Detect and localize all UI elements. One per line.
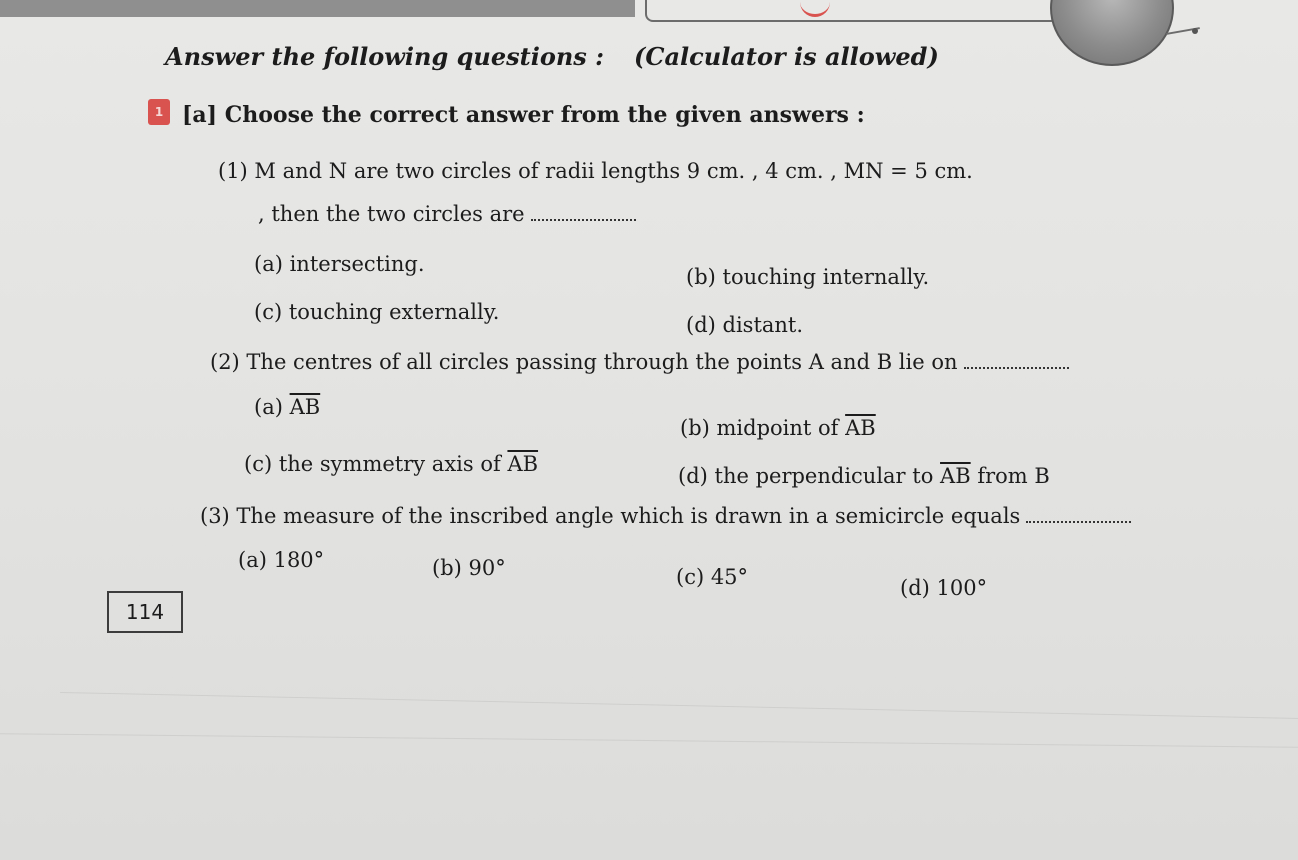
faint-background-line: [60, 692, 1298, 719]
page-number: 114: [107, 591, 183, 633]
q1-option-d[interactable]: (d) distant.: [686, 313, 804, 337]
q3-answer-blank[interactable]: [1026, 521, 1131, 523]
part-a-title: [a] Choose the correct answer from the given answers :: [182, 102, 865, 128]
heading-main: Answer the following questions :: [165, 42, 605, 71]
q2-option-a-segment: $\overline{AB}$: [289, 395, 321, 419]
q3-stem-text: (3) The measure of the inscribed angle which is drawn in a semicircle equals: [200, 504, 1021, 528]
q1-stem-line1: (1) M and N are two circles of radii lengths 9 cm. , 4 cm. , MN = 5 cm.: [218, 159, 973, 183]
q2-option-b[interactable]: [680, 417, 876, 440]
q2-option-d-segment: $\overline{AB}$: [940, 464, 971, 488]
q2-option-a[interactable]: [254, 396, 320, 419]
q3-stem: [200, 505, 1131, 528]
q2-stem: [210, 351, 1069, 374]
q2-option-c-prefix: (c) the symmetry axis of: [244, 452, 501, 476]
q2-option-a-prefix: (a): [254, 395, 283, 419]
q2-answer-blank[interactable]: [964, 367, 1069, 369]
faint-background-line: [0, 733, 1298, 748]
q2-option-c[interactable]: [244, 453, 538, 476]
q3-option-b[interactable]: (b) 90°: [432, 556, 506, 580]
q2-option-b-prefix: (b) midpoint of: [680, 416, 839, 440]
q2-stem-text: (2) The centres of all circles passing through the points A and B lie on: [210, 350, 958, 374]
q2-option-b-segment: $\overline{AB}$: [845, 416, 876, 440]
q3-option-a[interactable]: (a) 180°: [238, 548, 325, 572]
q1-answer-blank[interactable]: [531, 219, 636, 221]
seal-pointer-dot: [1192, 28, 1198, 34]
q2-option-d-suffix: from B: [977, 464, 1050, 488]
q1-stem-line2: [258, 203, 636, 226]
question-number-badge: 1: [148, 99, 170, 125]
top-decorative-bar: [0, 0, 635, 17]
top-frame: [645, 0, 1059, 22]
q1-stem-text: , then the two circles are: [258, 202, 525, 226]
q2-option-d[interactable]: [678, 465, 1050, 488]
seal-emblem: [1050, 0, 1174, 66]
q1-option-b[interactable]: (b) touching internally.: [686, 265, 930, 289]
q2-option-d-prefix: (d) the perpendicular to: [678, 464, 934, 488]
q3-option-c[interactable]: (c) 45°: [676, 565, 749, 589]
instructions-heading: [165, 42, 939, 71]
q2-option-c-segment: $\overline{AB}$: [507, 452, 539, 476]
q1-option-a[interactable]: (a) intersecting.: [254, 252, 425, 276]
q1-option-c[interactable]: (c) touching externally.: [254, 300, 500, 324]
q3-option-d[interactable]: (d) 100°: [900, 576, 988, 600]
heading-note: (Calculator is allowed): [634, 42, 939, 71]
